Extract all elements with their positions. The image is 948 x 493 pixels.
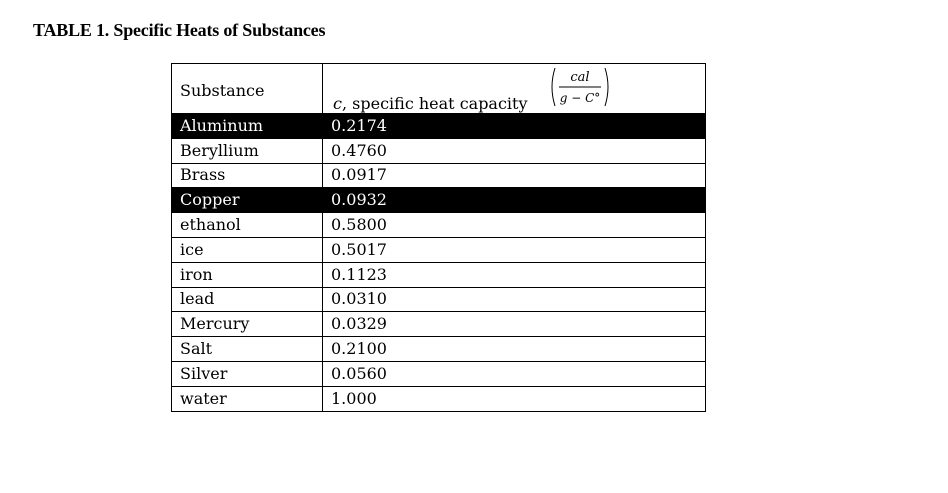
unit-denominator: g − C° [559,91,601,105]
value-cell: 0.1123 [323,262,706,287]
capacity-label-text: , specific heat capacity [341,94,528,113]
specific-heat-table [171,63,706,412]
table-row [172,188,706,213]
substance-cell: Brass [172,163,323,188]
capacity-symbol: c [333,94,342,113]
table-row [172,213,706,238]
value-cell: 0.0932 [323,188,706,213]
left-paren-icon [552,68,555,106]
value-cell: 0.2174 [323,114,706,139]
substance-cell: Beryllium [172,138,323,163]
table-row [172,287,706,312]
substance-cell: Mercury [172,312,323,337]
substance-cell: lead [172,287,323,312]
capacity-header [323,64,706,114]
substance-cell: water [172,386,323,411]
substance-cell: Aluminum [172,114,323,139]
substance-cell: ice [172,237,323,262]
value-cell: 0.4760 [323,138,706,163]
table-body [172,114,706,412]
right-paren-icon [605,68,608,106]
substance-header [172,64,323,114]
table-row [172,237,706,262]
substance-cell: iron [172,262,323,287]
value-cell: 0.0310 [323,287,706,312]
substance-cell: Silver [172,361,323,386]
substance-header-label: Substance [180,81,265,100]
unit-fraction [549,66,611,108]
substance-cell: ethanol [172,213,323,238]
table-row [172,163,706,188]
value-cell: 1.000 [323,386,706,411]
value-cell: 0.5017 [323,237,706,262]
table-row [172,386,706,411]
value-cell: 0.0917 [323,163,706,188]
substance-cell: Salt [172,337,323,362]
table-row [172,114,706,139]
unit-numerator: cal [570,70,590,85]
table-row [172,337,706,362]
table-row [172,138,706,163]
value-cell: 0.0560 [323,361,706,386]
table-caption: TABLE 1. Specific Heats of Substances [33,20,326,40]
value-cell: 0.5800 [323,213,706,238]
table-row [172,312,706,337]
table-row [172,262,706,287]
table-row [172,361,706,386]
value-cell: 0.0329 [323,312,706,337]
substance-cell: Copper [172,188,323,213]
value-cell: 0.2100 [323,337,706,362]
capacity-header-label [333,94,528,113]
table-header-row [172,64,706,114]
